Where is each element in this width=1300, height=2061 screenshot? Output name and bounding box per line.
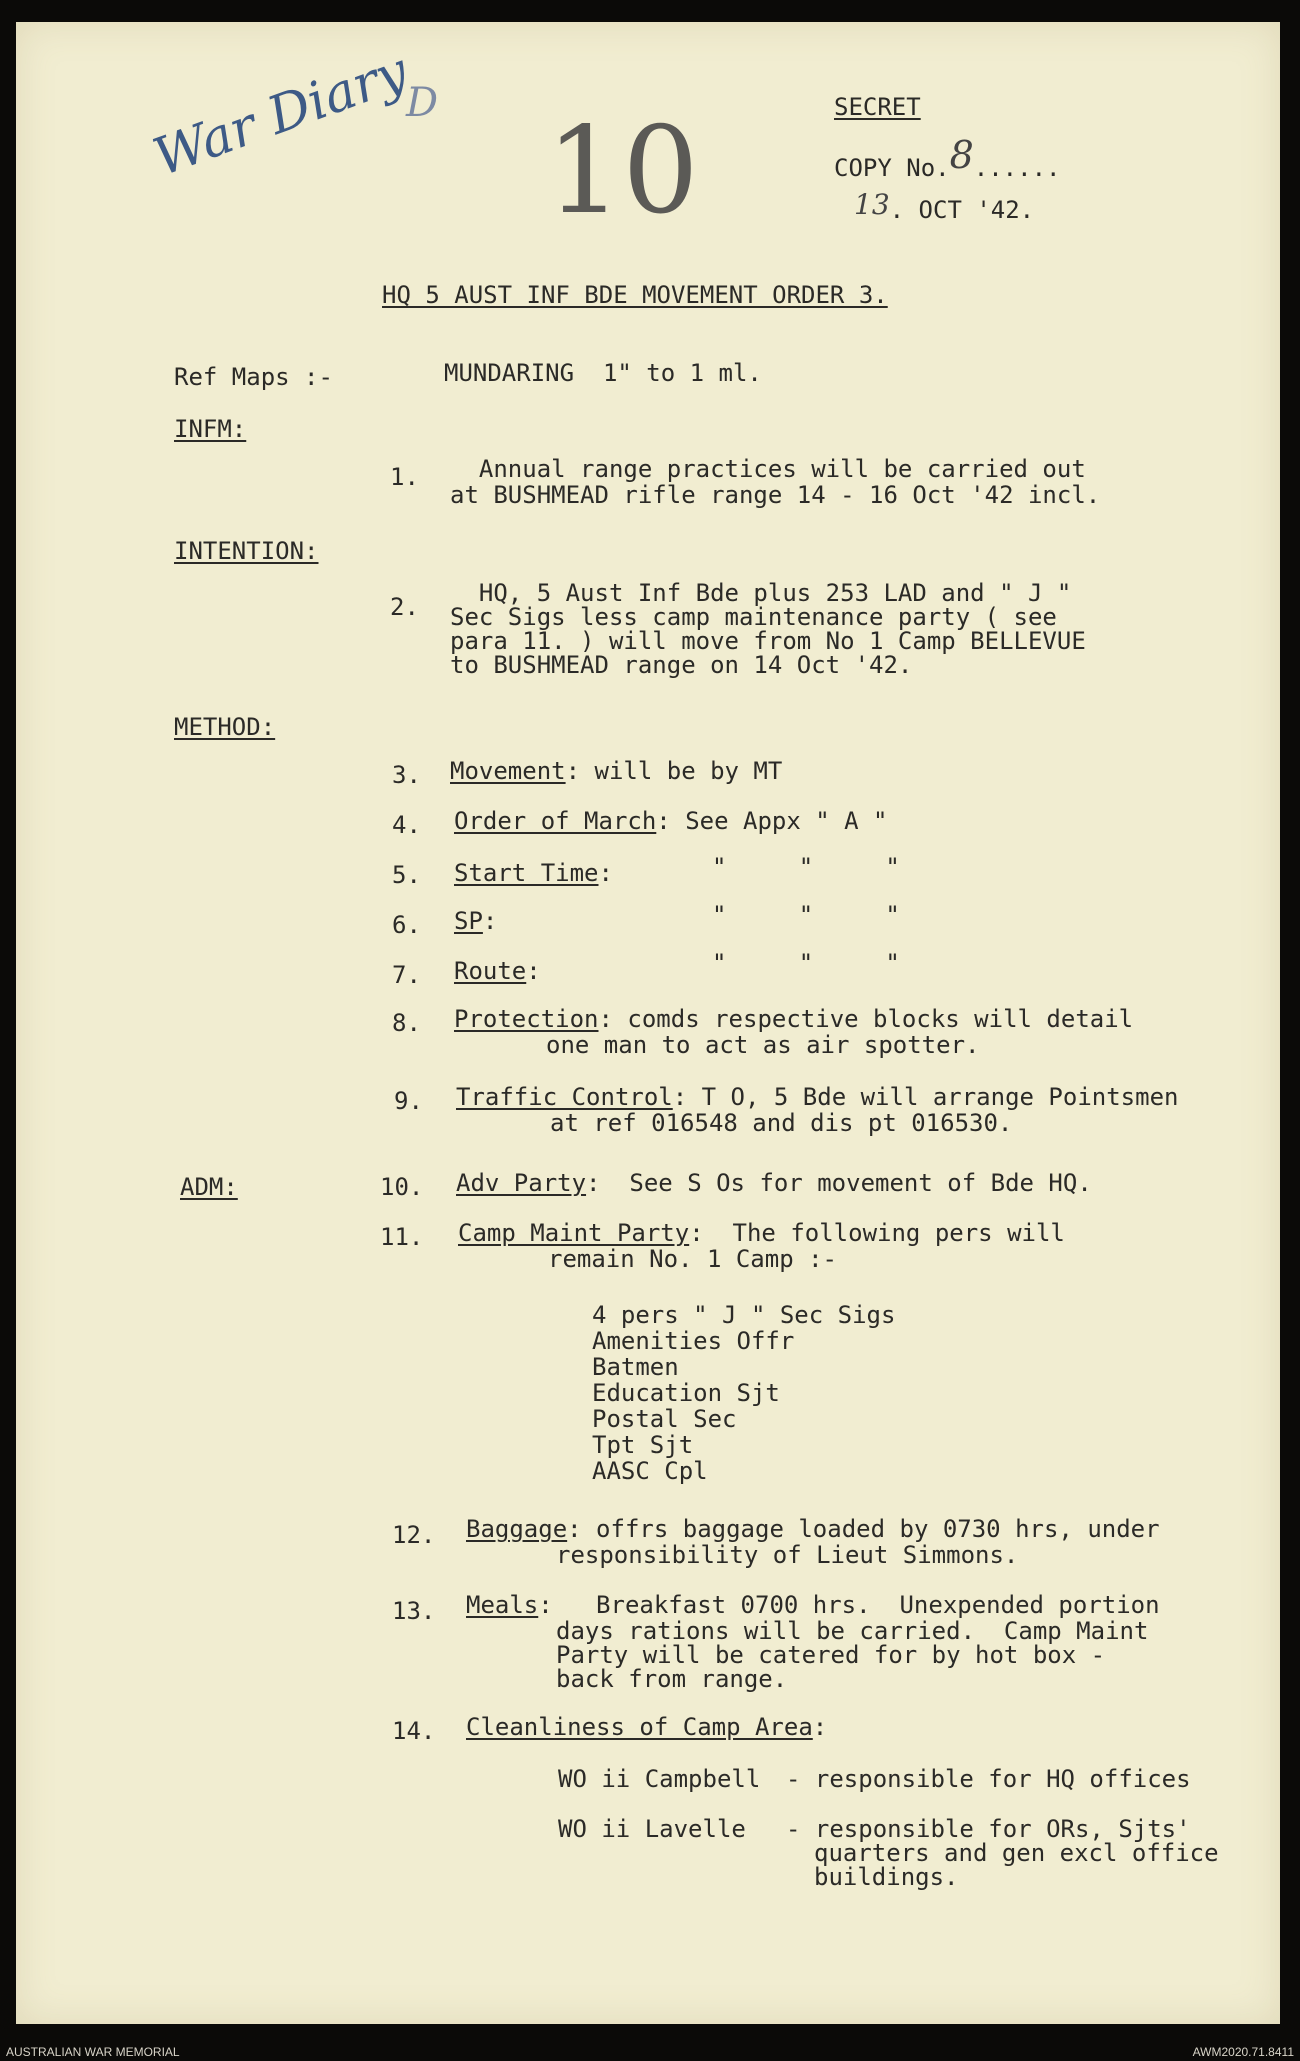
para-12-cont: responsibility of Lieut Simmons. — [556, 1541, 1019, 1569]
para-11: Camp Maint Party: The following pers will — [458, 1219, 1065, 1247]
para-13-cont: back from range. — [556, 1665, 788, 1693]
para-5-ditto: " " " — [712, 853, 900, 881]
para-5-number: 5. — [392, 861, 421, 889]
para-13-number: 13. — [392, 1597, 436, 1625]
maint-list-item: 4 pers " J " Sec Sigs — [592, 1301, 896, 1329]
ref-maps-label: Ref Maps :- — [174, 363, 333, 391]
copy-number-label: COPY No.8...... — [834, 133, 1061, 182]
para-12: Baggage: offrs baggage loaded by 0730 hrs, under — [466, 1515, 1160, 1543]
section-method: METHOD: — [174, 713, 276, 741]
maint-list-item: Tpt Sjt — [592, 1431, 694, 1459]
para-9-number: 9. — [394, 1087, 423, 1115]
handwritten-page-number: 10 — [546, 102, 699, 241]
maint-list-item: Postal Sec — [592, 1405, 737, 1433]
para-1-line-2: at BUSHMEAD rifle range 14 - 16 Oct '42 incl. — [450, 481, 1101, 509]
cleanliness-duty-cont: quarters and gen excl office — [814, 1839, 1219, 1867]
para-13: Meals: Breakfast 0700 hrs. Unexpended portion — [466, 1591, 1160, 1619]
para-13-cont: Party will be catered for by hot box - — [556, 1641, 1106, 1669]
para-2-line-4: to BUSHMEAD range on 14 Oct '42. — [450, 651, 913, 679]
cleanliness-duty: - responsible for HQ offices — [786, 1765, 1191, 1793]
para-9-cont: at ref 016548 and dis pt 016530. — [550, 1109, 1013, 1137]
handwritten-initial: D — [406, 80, 439, 126]
para-14: Cleanliness of Camp Area: — [466, 1713, 828, 1741]
handwritten-war-diary: War Diary — [146, 41, 416, 189]
para-8-number: 8. — [392, 1009, 421, 1037]
section-infm: INFM: — [174, 415, 247, 443]
para-10-number: 10. — [380, 1173, 424, 1201]
para-6-ditto: " " " — [712, 901, 900, 929]
para-10: Adv Party: See S Os for movement of Bde HQ. — [456, 1169, 1092, 1197]
para-2-line-1: HQ, 5 Aust Inf Bde plus 253 LAD and " J " — [450, 579, 1072, 607]
document-title: HQ 5 AUST INF BDE MOVEMENT ORDER 3. — [382, 281, 888, 309]
para-6-number: 6. — [392, 911, 421, 939]
handwritten-copy-number: 8 — [949, 133, 974, 177]
para-1-line-1: Annual range practices will be carried out — [450, 455, 1086, 483]
document-page — [16, 22, 1280, 2024]
footer-accession-number: AWM2020.71.8411 — [1192, 2045, 1294, 2059]
cleanliness-who: WO ii Lavelle — [558, 1815, 746, 1843]
maint-list-item: Batmen — [592, 1353, 679, 1381]
para-1-number: 1. — [390, 463, 419, 491]
maint-list-item: Education Sjt — [592, 1379, 780, 1407]
para-9: Traffic Control: T O, 5 Bde will arrange Pointsmen — [456, 1083, 1179, 1111]
section-intention: INTENTION: — [174, 537, 319, 565]
document-date: 13. OCT '42. — [854, 188, 1035, 224]
section-adm: ADM: — [180, 1173, 238, 1201]
cleanliness-duty: - responsible for ORs, Sjts' — [786, 1815, 1191, 1843]
handwritten-day: 13 — [854, 188, 890, 221]
para-11-cont: remain No. 1 Camp :- — [548, 1245, 837, 1273]
para-11-number: 11. — [380, 1223, 424, 1251]
para-7: Route: — [454, 957, 541, 985]
para-6: SP: — [454, 907, 498, 935]
ref-maps-value: MUNDARING 1" to 1 ml. — [444, 359, 762, 387]
maint-list-item: AASC Cpl — [592, 1457, 708, 1485]
para-2-line-2: Sec Sigs less camp maintenance party ( see — [450, 603, 1057, 631]
para-12-number: 12. — [392, 1521, 436, 1549]
cleanliness-duty-cont: buildings. — [814, 1863, 959, 1891]
para-14-number: 14. — [392, 1717, 436, 1745]
security-classification: SECRET — [834, 93, 921, 121]
para-2-number: 2. — [390, 593, 419, 621]
para-8: Protection: comds respective blocks will detail — [454, 1005, 1134, 1033]
maint-list-item: Amenities Offr — [592, 1327, 795, 1355]
para-3-number: 3. — [392, 761, 421, 789]
para-3: Movement: will be by MT — [450, 757, 783, 785]
para-4-number: 4. — [392, 811, 421, 839]
para-5: Start Time: — [454, 859, 613, 887]
para-7-number: 7. — [392, 961, 421, 989]
para-13-cont: days rations will be carried. Camp Maint — [556, 1617, 1149, 1645]
para-2-line-3: para 11. ) will move from No 1 Camp BELLEVUE — [450, 627, 1086, 655]
cleanliness-who: WO ii Campbell — [558, 1765, 761, 1793]
para-4: Order of March: See Appx " A " — [454, 807, 888, 835]
para-7-ditto: " " " — [712, 949, 900, 977]
para-8-cont: one man to act as air spotter. — [546, 1031, 980, 1059]
footer-archive-name: AUSTRALIAN WAR MEMORIAL — [6, 2045, 180, 2059]
